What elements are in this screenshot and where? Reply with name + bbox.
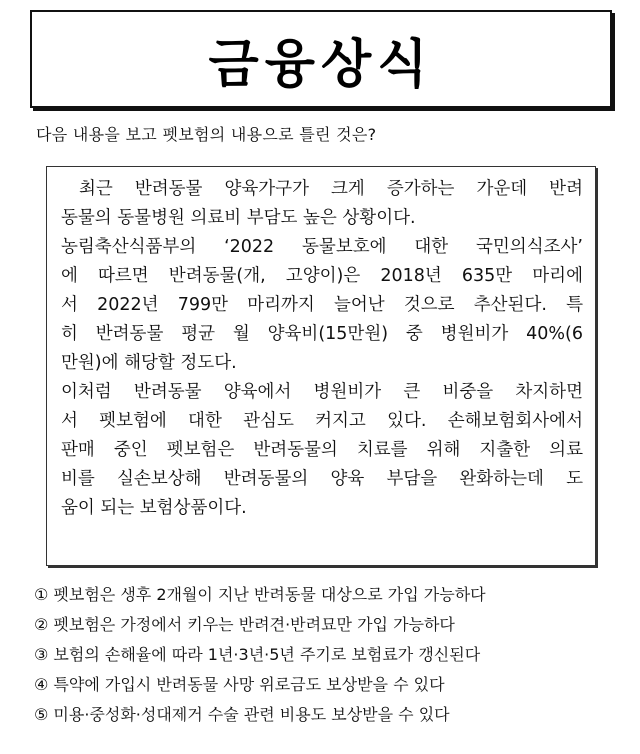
passage-line: 농림축산식품부의 ‘2022 동물보호에 대한 국민의식조사’ [61, 237, 583, 257]
passage-line: 최근 반려동물 양육가구가 크게 증가하는 가운데 반려 [79, 179, 583, 199]
passage-line: 서 2022년 799만 마리까지 늘어난 것으로 추산된다. 특 [61, 295, 583, 315]
passage-line: 만원)에 해당할 정도다. [61, 353, 237, 373]
option-4[interactable]: ④ 특약에 가입시 반려동물 사망 위로금도 보상받을 수 있다 [34, 675, 445, 694]
passage-line: 동물의 동물병원 의료비 부담도 높은 상황이다. [61, 208, 416, 228]
passage-line: 서 펫보험에 대한 관심도 커지고 있다. 손해보험회사에서 [61, 411, 583, 431]
passage-line: 비를 실손보상해 반려동물의 양육 부담을 완화하는데 도 [61, 469, 583, 489]
passage-box [46, 166, 596, 566]
question-text: 다음 내용을 보고 펫보험의 내용으로 틀린 것은? [36, 125, 377, 144]
passage-line: 움이 되는 보험상품이다. [61, 498, 247, 518]
passage-line: 판매 중인 펫보험은 반려동물의 치료를 위해 지출한 의료 [61, 440, 583, 460]
answer-options [34, 580, 610, 730]
option-3[interactable]: ③ 보험의 손해율에 따라 1년·3년·5년 주기로 보험료가 갱신된다 [34, 645, 481, 664]
option-1[interactable]: ① 펫보험은 생후 2개월이 지난 반려동물 대상으로 가입 가능하다 [34, 585, 486, 604]
title-box [30, 10, 612, 108]
option-2[interactable]: ② 펫보험은 가정에서 키우는 반려견·반려묘만 가입 가능하다 [34, 615, 455, 634]
page-title: 금융상식 [208, 33, 434, 95]
option-5[interactable]: ⑤ 미용·중성화·성대제거 수술 관련 비용도 보상받을 수 있다 [34, 705, 450, 724]
passage-line: 이처럼 반려동물 양육에서 병원비가 큰 비중을 차지하면 [61, 382, 583, 402]
passage-line: 에 따르면 반려동물(개, 고양이)은 2018년 635만 마리에 [61, 266, 583, 286]
passage-line: 히 반려동물 평균 월 양육비(15만원) 중 병원비가 40%(6 [61, 324, 583, 344]
